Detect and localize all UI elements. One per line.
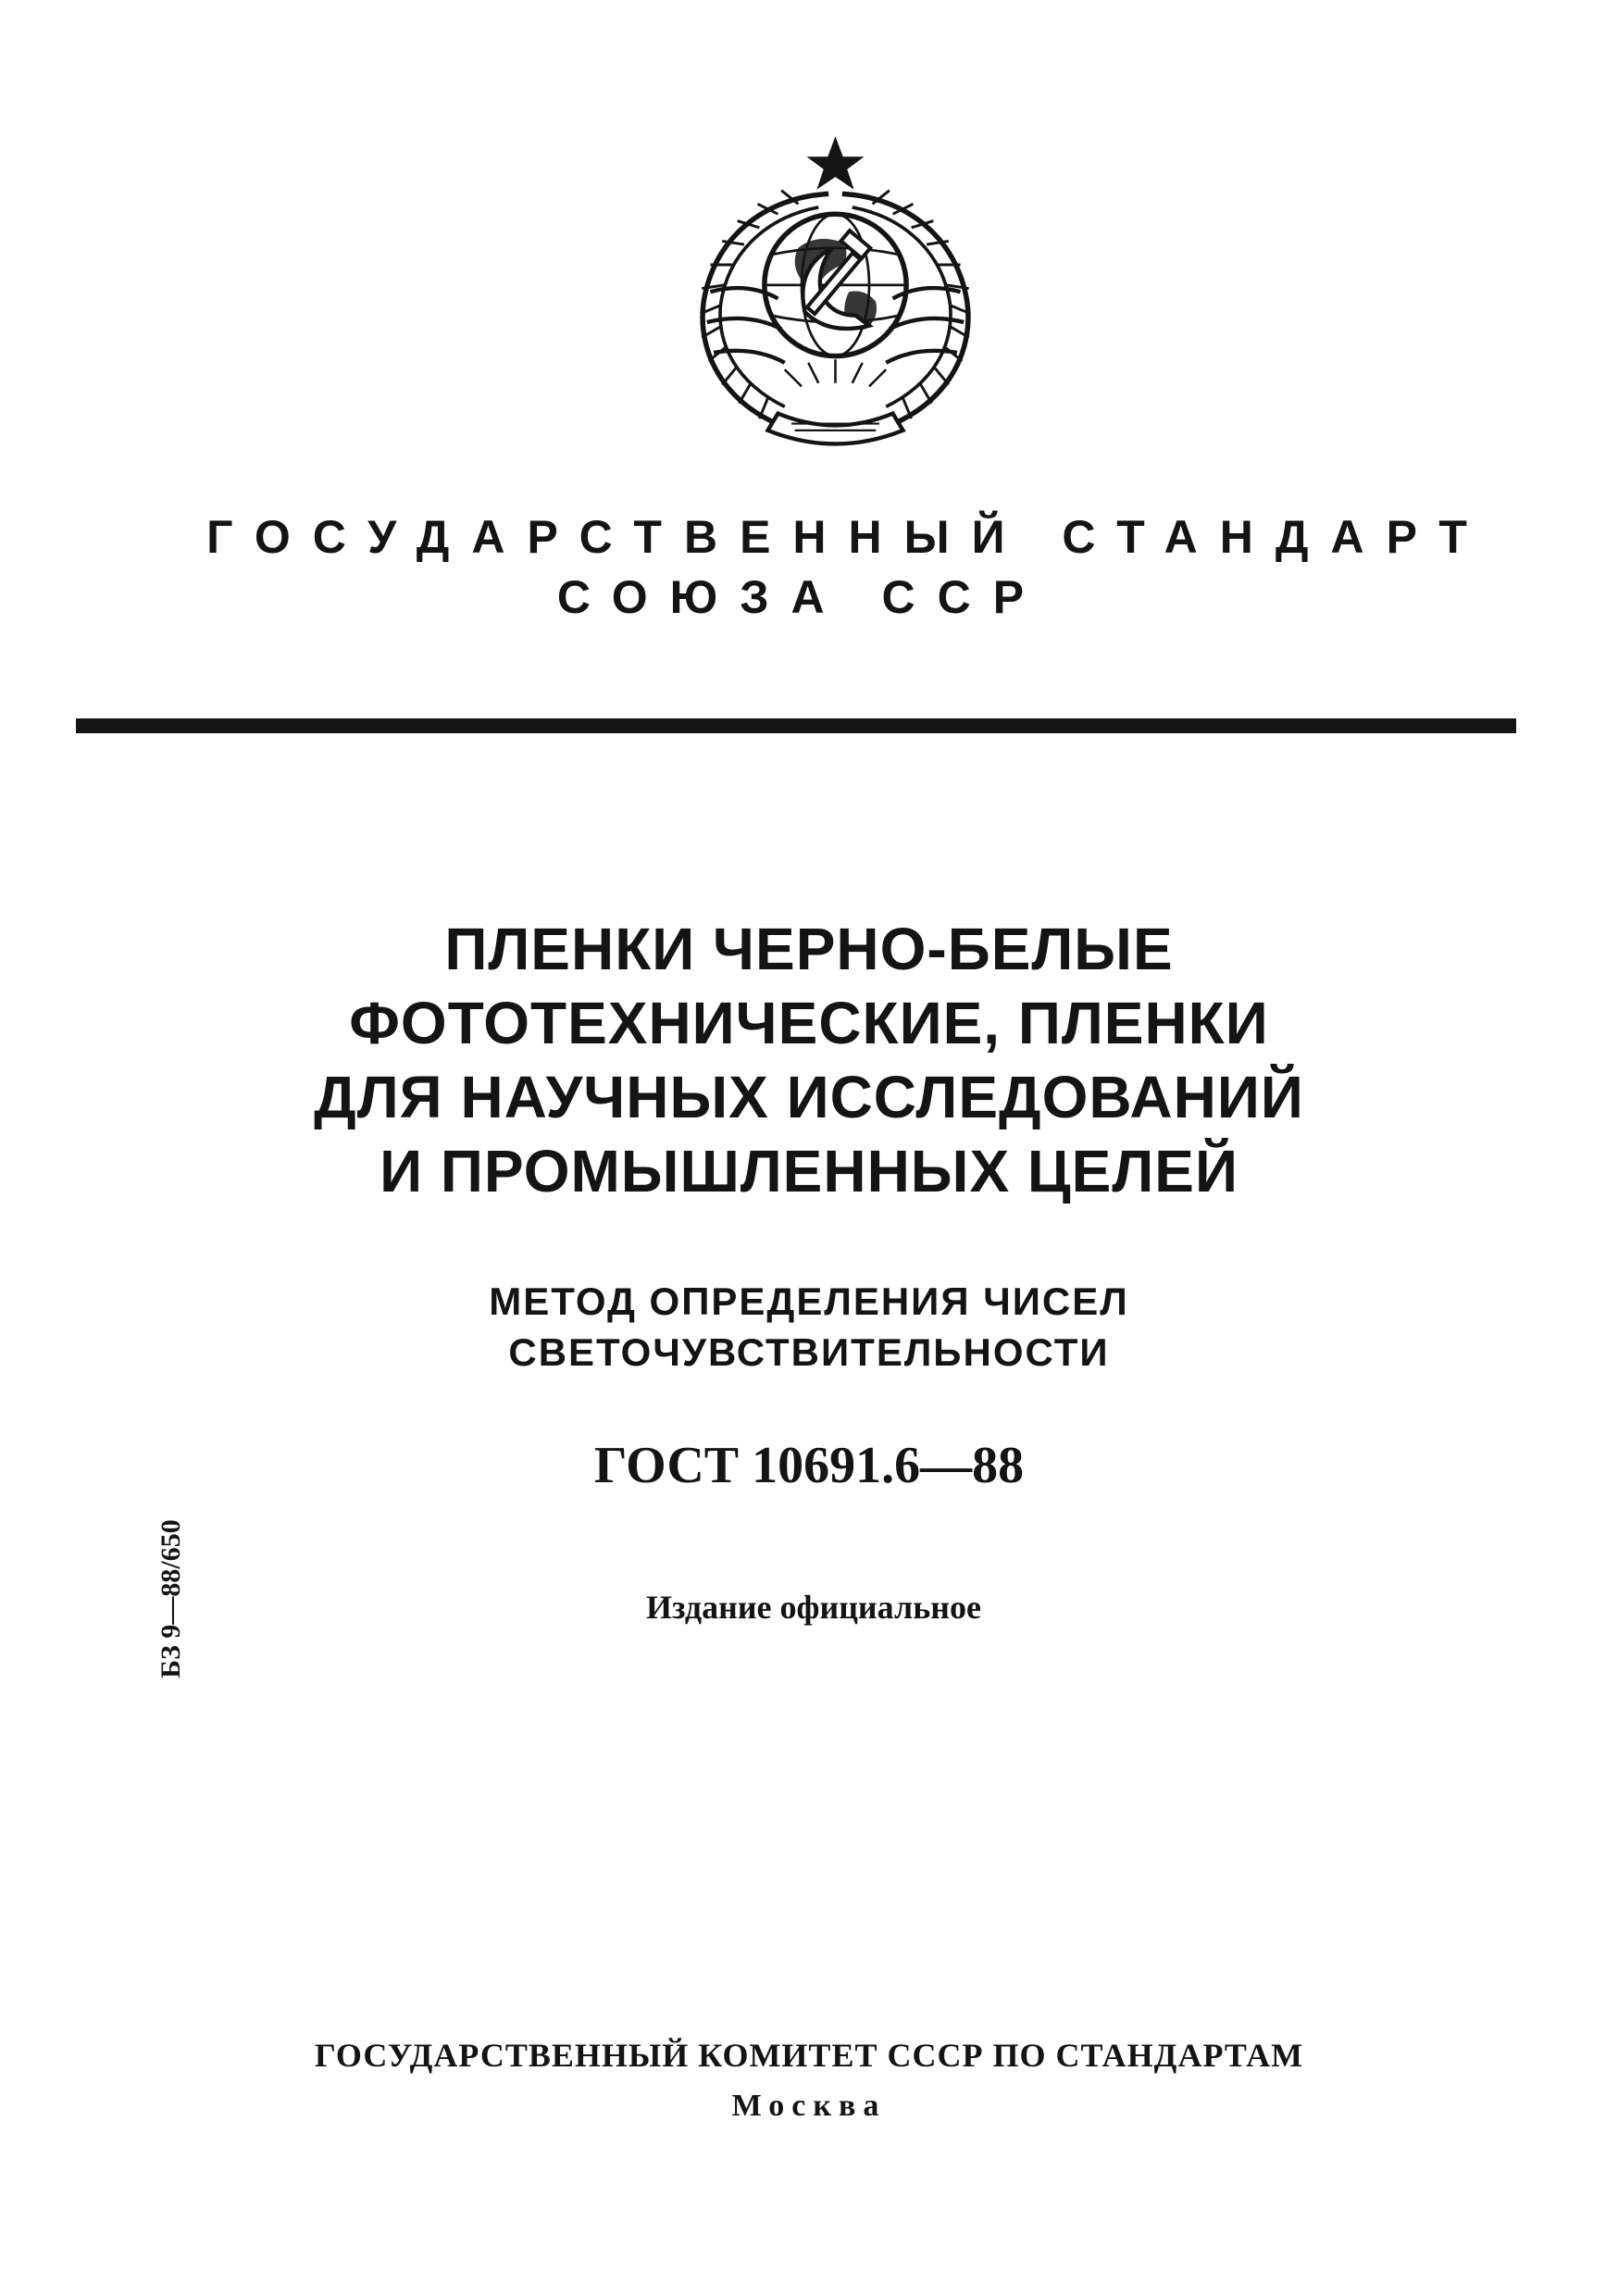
edition-label: Издание официальное	[646, 1589, 981, 1626]
header-ussr: СОЮЗА ССР	[556, 571, 1047, 623]
side-code: БЗ 9—88/650	[156, 1519, 186, 1678]
header-state-standard: ГОСУДАРСТВЕННЫЙ СТАНДАРТ	[206, 511, 1489, 563]
document-title	[0, 912, 1618, 1208]
subtitle-line: СВЕТОЧУВСТВИТЕЛЬНОСТИ	[508, 1330, 1110, 1374]
title-line: ДЛЯ НАУЧНЫХ ИССЛЕДОВАНИЙ	[314, 1064, 1304, 1130]
title-line: ФОТОТЕХНИЧЕСКИЕ, ПЛЕНКИ	[349, 990, 1269, 1056]
document-subtitle	[0, 1276, 1618, 1378]
title-line: И ПРОМЫШЛЕННЫХ ЦЕЛЕЙ	[380, 1138, 1238, 1204]
publisher: ГОСУДАРСТВЕННЫЙ КОМИТЕТ СССР ПО СТАНДАРТАМ	[314, 2037, 1304, 2074]
title-line: ПЛЕНКИ ЧЕРНО-БЕЛЫЕ	[444, 916, 1174, 982]
city: Москва	[731, 2089, 887, 2123]
gost-number: ГОСТ 10691.6—88	[593, 1437, 1025, 1494]
ussr-coat-of-arms-icon	[666, 130, 1004, 468]
horizontal-rule	[76, 718, 1516, 733]
subtitle-line: МЕТОД ОПРЕДЕЛЕНИЯ ЧИСЕЛ	[489, 1279, 1129, 1323]
